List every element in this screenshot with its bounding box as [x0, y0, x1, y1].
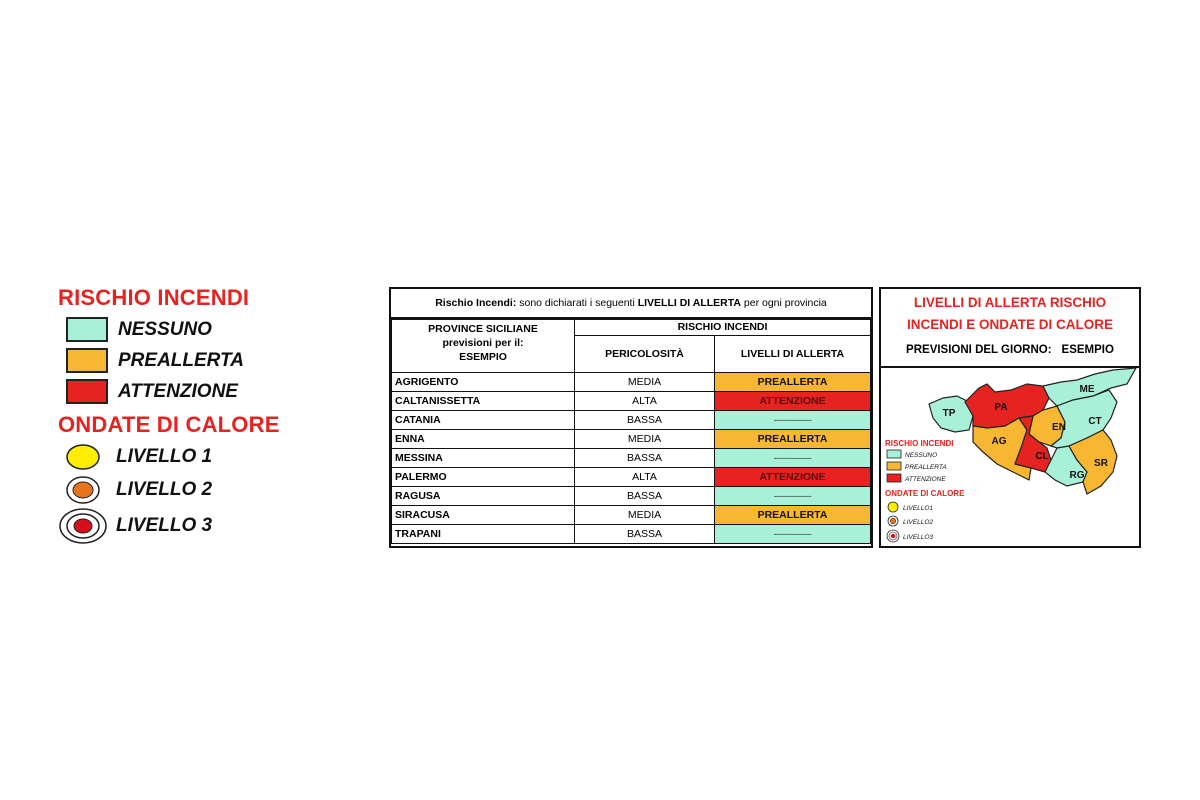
map-title-line2: INCENDI E ONDATE DI CALORE	[906, 317, 1113, 332]
livello2-circle-icon	[63, 474, 103, 506]
heatwave-legend-title: ONDATE DI CALORE	[58, 412, 280, 437]
pericolosita-value: ALTA	[575, 392, 715, 411]
legend-label-livello2: LIVELLO 2	[116, 479, 213, 500]
province-code-ag: AG	[991, 436, 1007, 447]
province-code-cl: CL	[1035, 451, 1049, 462]
table-row	[392, 506, 871, 525]
province-name: CALTANISSETTA	[392, 392, 575, 411]
table-intro	[391, 289, 871, 319]
pericolosita-value: BASSA	[575, 525, 715, 544]
table-row	[392, 487, 871, 506]
pericolosita-value: BASSA	[575, 487, 715, 506]
map-title-line1: LIVELLI DI ALLERTA RISCHIO	[913, 295, 1107, 310]
legend-item-livello1	[58, 441, 328, 473]
table-row	[392, 373, 871, 392]
livello-allerta-value: ---------------	[715, 449, 871, 468]
province-name: PALERMO	[392, 468, 575, 487]
province-name: SIRACUSA	[392, 506, 575, 525]
table-row	[392, 411, 871, 430]
table-row	[392, 392, 871, 411]
mini-legend-fire-title: RISCHIO INCENDI	[885, 439, 954, 448]
sicily-map-panel	[879, 287, 1141, 548]
table-row	[392, 468, 871, 487]
pericolosita-value: MEDIA	[575, 373, 715, 392]
mini-legend-livello3: LIVELLO3	[903, 534, 933, 541]
province-code-pa: PA	[994, 402, 1008, 413]
mini-legend-preallerta: PREALLERTA	[905, 464, 947, 471]
legend-label-preallerta: PREALLERTA	[118, 349, 244, 371]
mini-legend-livello2: LIVELLO2	[903, 519, 933, 526]
intro-bold: Rischio Incendi:	[435, 297, 517, 309]
risk-table	[391, 319, 871, 544]
province-column-header	[392, 320, 575, 373]
mini-swatch-preallerta	[887, 462, 901, 470]
livello-allerta-value: ATTENZIONE	[715, 392, 871, 411]
legend-label-nessuno: NESSUNO	[118, 318, 212, 340]
livello-allerta-value: PREALLERTA	[715, 506, 871, 525]
col-province-line1: PROVINCE SICILIANE	[428, 323, 538, 335]
legend-label-attenzione: ATTENZIONE	[118, 380, 238, 402]
livello-allerta-value: ---------------	[715, 487, 871, 506]
fire-risk-legend-title: RISCHIO INCENDI	[58, 285, 250, 310]
preallerta-swatch	[66, 348, 108, 373]
province-code-en: EN	[1052, 422, 1066, 433]
mini-swatch-attenzione	[887, 474, 901, 482]
livello-allerta-value: ---------------	[715, 525, 871, 544]
nessuno-swatch	[66, 317, 108, 342]
legend-item-attenzione	[58, 376, 328, 407]
legend-item-preallerta	[58, 345, 328, 376]
pericolosita-value: ALTA	[575, 468, 715, 487]
intro-text: sono dichiarati i seguenti	[516, 297, 638, 309]
map-subtitle-label: PREVISIONI DEL GIORNO:	[906, 344, 1052, 356]
mini-legend-heat-title: ONDATE DI CALORE	[885, 489, 965, 498]
province-name: ENNA	[392, 430, 575, 449]
pericolosita-value: BASSA	[575, 411, 715, 430]
mini-livello1-icon	[888, 502, 898, 512]
main-legend	[58, 286, 328, 545]
province-name: TRAPANI	[392, 525, 575, 544]
livello-allerta-value: PREALLERTA	[715, 373, 871, 392]
table-row	[392, 430, 871, 449]
province-name: AGRIGENTO	[392, 373, 575, 392]
livello3-circle-icon	[58, 507, 108, 545]
province-code-ct: CT	[1088, 416, 1102, 427]
legend-label-livello1: LIVELLO 1	[116, 446, 213, 467]
province-name: MESSINA	[392, 449, 575, 468]
province-code-tp: TP	[942, 408, 956, 419]
table-row	[392, 449, 871, 468]
province-name: CATANIA	[392, 411, 575, 430]
mini-legend-livello1: LIVELLO1	[903, 505, 933, 512]
table-row	[392, 525, 871, 544]
livello-allerta-value: ATTENZIONE	[715, 468, 871, 487]
map-panel-title	[881, 289, 1139, 336]
map-subtitle	[881, 344, 1139, 364]
intro-bold-2: LIVELLI DI ALLERTA	[637, 297, 741, 309]
mini-swatch-nessuno	[887, 450, 901, 458]
rischio-incendi-group-header: RISCHIO INCENDI	[575, 320, 871, 336]
attenzione-swatch	[66, 379, 108, 404]
mini-legend-nessuno: NESSUNO	[905, 452, 938, 459]
province-code-me: ME	[1079, 384, 1095, 395]
legend-item-nessuno	[58, 314, 328, 345]
mini-legend-attenzione: ATTENZIONE	[905, 476, 946, 483]
legend-item-livello3	[58, 507, 328, 545]
legend-label-livello3: LIVELLO 3	[116, 515, 213, 536]
livelli-column-header: LIVELLI DI ALLERTA	[715, 335, 871, 372]
province-name: RAGUSA	[392, 487, 575, 506]
col-province-line2: previsioni per il:	[442, 337, 524, 349]
pericolosita-column-header: PERICOLOSITÀ	[575, 335, 715, 372]
province-code-rg: RG	[1069, 470, 1085, 481]
livello-allerta-value: ---------------	[715, 411, 871, 430]
intro-text-2: per ogni provincia	[740, 297, 827, 309]
province-code-sr: SR	[1094, 458, 1108, 469]
livello-allerta-value: PREALLERTA	[715, 430, 871, 449]
pericolosita-value: MEDIA	[575, 430, 715, 449]
sicily-map	[881, 368, 1139, 546]
legend-item-livello2	[58, 473, 328, 507]
pericolosita-value: BASSA	[575, 449, 715, 468]
province-risk-table	[389, 287, 873, 548]
col-province-line3: ESEMPIO	[459, 351, 507, 363]
map-subtitle-value: ESEMPIO	[1061, 344, 1114, 356]
livello1-circle-icon	[63, 442, 103, 472]
pericolosita-value: MEDIA	[575, 506, 715, 525]
